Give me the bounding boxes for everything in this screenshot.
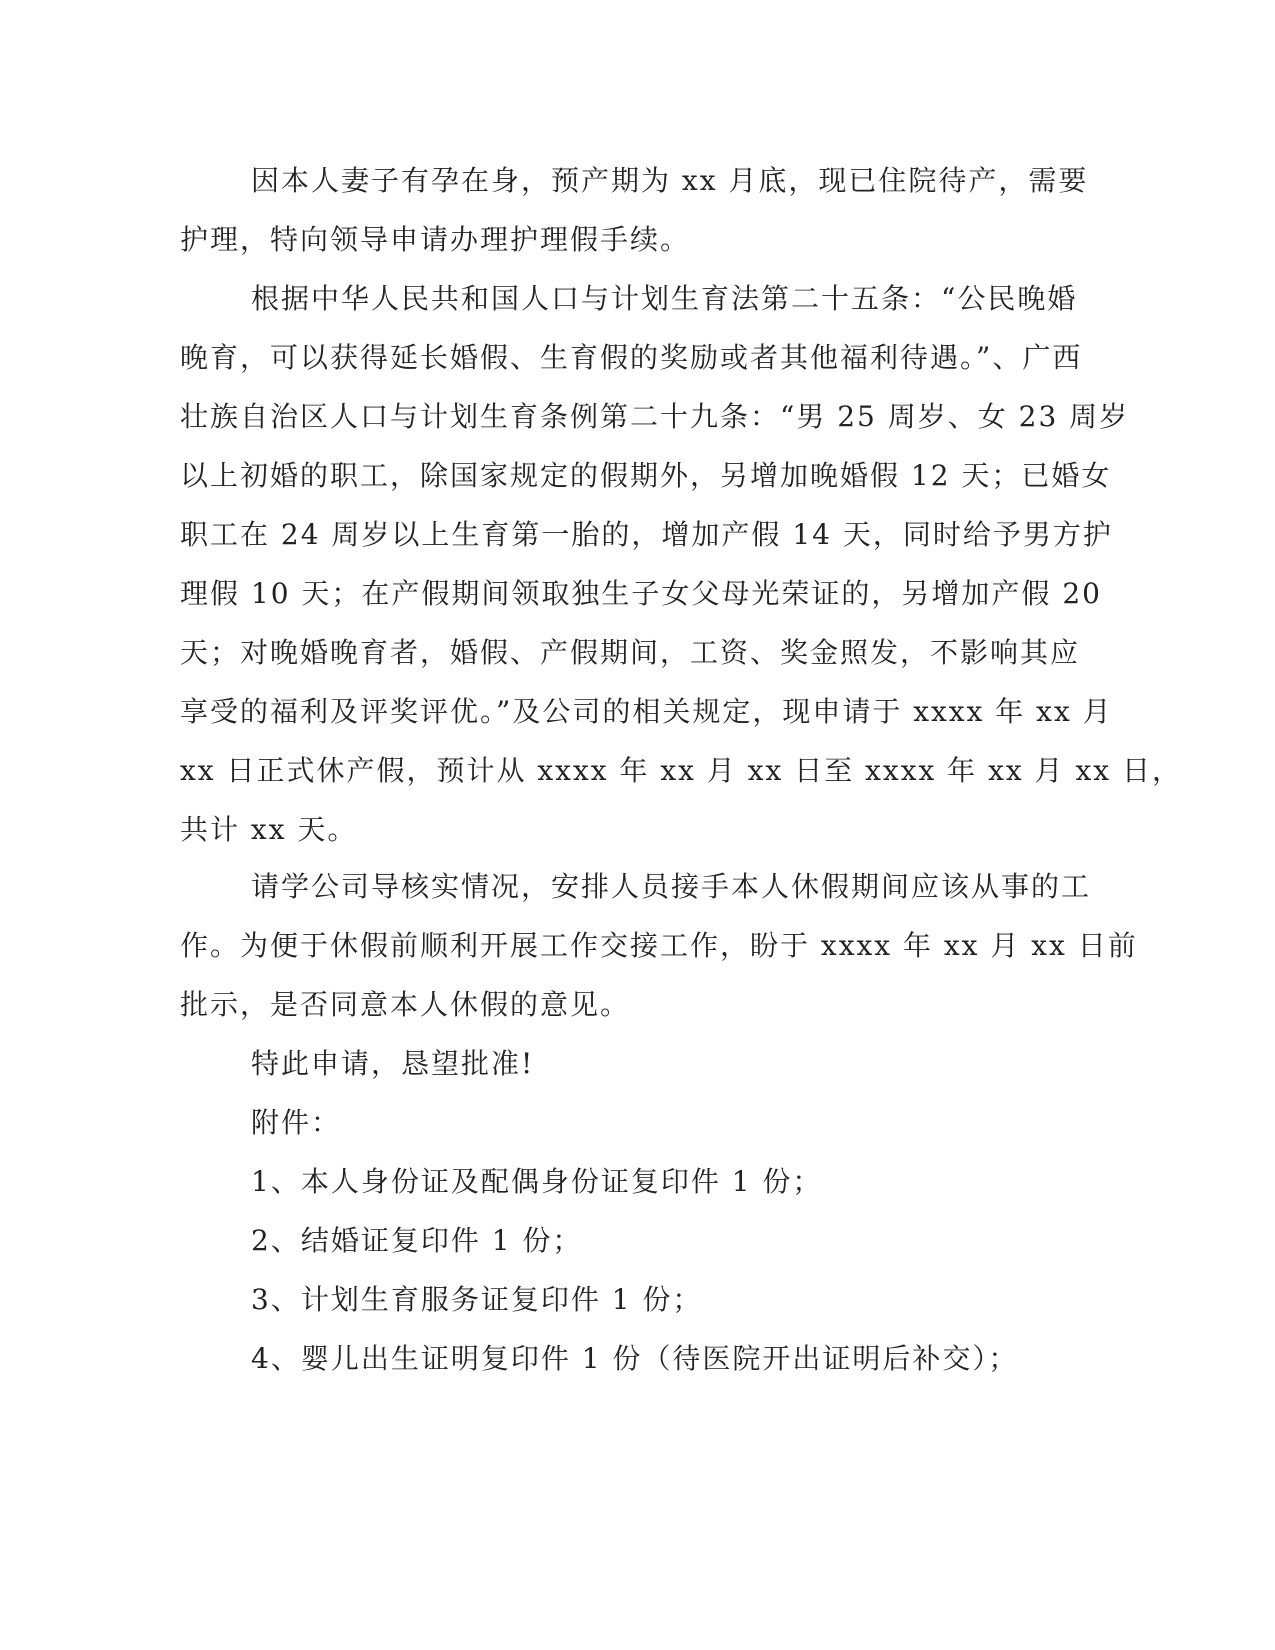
paragraph-2-line-10: 共计 xx 天。 bbox=[180, 813, 358, 846]
paragraph-2-line-3: 壮族自治区人口与计划生育条例第二十九条：“男 25 周岁、女 23 周岁 bbox=[180, 400, 1130, 433]
paragraph-2-line-6: 理假 10 天；在产假期间领取独生子女父母光荣证的，另增加产假 20 bbox=[180, 577, 1102, 610]
paragraph-1-line-2: 护理，特向领导申请办理护理假手续。 bbox=[180, 223, 691, 256]
closing-request: 特此申请，恳望批准! bbox=[251, 1047, 535, 1080]
attachment-item-1: 1、本人身份证及配偶身份证复印件 1 份； bbox=[251, 1165, 823, 1198]
attachment-item-2: 2、结婚证复印件 1 份； bbox=[251, 1224, 583, 1257]
paragraph-2-line-4: 以上初婚的职工，除国家规定的假期外，另增加晚婚假 12 天；已婚女 bbox=[180, 459, 1112, 492]
paragraph-2-line-8: 享受的福利及评奖评优。”及公司的相关规定，现申请于 xxxx 年 xx 月 bbox=[180, 695, 1113, 728]
paragraph-3-line-2: 作。为便于休假前顺利开展工作交接工作，盼于 xxxx 年 xx 月 xx 日前 bbox=[180, 929, 1138, 962]
paragraph-2-line-1: 根据中华人民共和国人口与计划生育法第二十五条：“公民晚婚 bbox=[251, 282, 1078, 315]
attachment-item-4: 4、婴儿出生证明复印件 1 份（待医院开出证明后补交）； bbox=[251, 1342, 1019, 1375]
attachment-item-3: 3、计划生育服务证复印件 1 份； bbox=[251, 1283, 703, 1316]
paragraph-2-line-9: xx 日正式休产假，预计从 xxxx 年 xx 月 xx 日至 xxxx 年 xx 月 xx 日， bbox=[180, 754, 1182, 787]
paragraph-3-line-1: 请学公司导核实情况，安排人员接手本人休假期间应该从事的工 bbox=[251, 870, 1092, 903]
paragraph-2-line-2: 晚育，可以获得延长婚假、生育假的奖励或者其他福利待遇。”、广西 bbox=[180, 341, 1083, 374]
attachments-heading: 附件： bbox=[251, 1106, 342, 1139]
paragraph-2-line-7: 天；对晚婚晚育者，婚假、产假期间，工资、奖金照发，不影响其应 bbox=[180, 636, 1081, 669]
paragraph-2-line-5: 职工在 24 周岁以上生育第一胎的，增加产假 14 天，同时给予男方护 bbox=[180, 518, 1113, 551]
paragraph-1-line-1: 因本人妻子有孕在身，预产期为 xx 月底，现已住院待产，需要 bbox=[251, 164, 1089, 197]
paragraph-3-line-3: 批示，是否同意本人休假的意见。 bbox=[180, 988, 631, 1021]
